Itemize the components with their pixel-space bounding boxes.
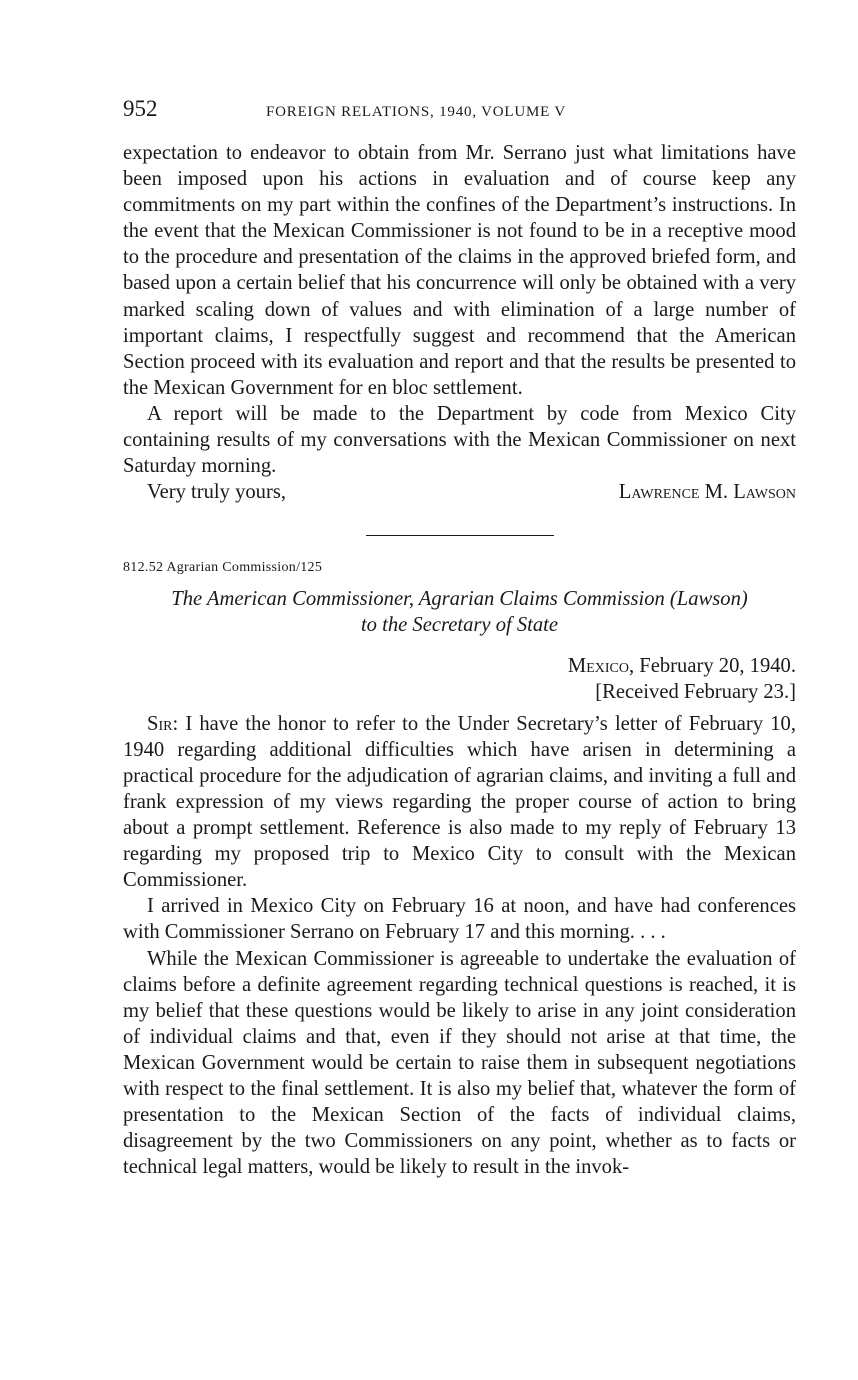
date-line <box>123 653 796 679</box>
letter-closing <box>123 479 796 505</box>
continuation-paragraph: expectation to endeavor to obtain from Mr. Serrano just what limitations have been imposed upon his actions in evaluation and of course keep any commitments on my part within the confines of the Department’s instructions. In the event that the Mexican Commissioner is not found to be in a receptive mood to the procedure and presentation of the claims in the approved briefed form, and based upon a certain belief that his concurrence will only be obtained with a very marked scaling down of values and with elimination of a large number of important claims, I respectfully suggest and recommend that the American Section proceed with its evaluation and report and that the results be presented to the Mexican Government for en bloc settlement. <box>123 142 796 399</box>
document-title-line-2: to the Secretary of State <box>360 614 559 637</box>
body-paragraph-1-text: I have the honor to refer to the Under Secretary’s letter of February 10, 1940 regarding additional difficulties which have arisen in determining a practical procedure for the adjudication of agrarian claims, and inviting a full and frank expression of my views regarding the proper course of action to bring about a prompt settlement. Reference is also made to my reply of February 13 regarding my proposed trip to Mexico City to consult with the Mexican Commissioner. <box>123 712 796 892</box>
page-number: 952 <box>123 96 158 121</box>
running-header <box>123 96 796 126</box>
report-paragraph: A report will be made to the Department by code from Mexico City containing results of my conversations with the Mexican Commissioner on next Saturday morning. <box>123 402 796 478</box>
salutation-punctuation: : <box>172 712 186 735</box>
document-title <box>123 586 796 638</box>
body-paragraph-1 <box>123 711 796 894</box>
body-paragraph-3: While the Mexican Commissioner is agreeable to undertake the evaluation of claims before a definite agreement regarding technical questions is reached, it is my belief that these questions would be likely to arise in any joint consideration of individual claims and that, even if they should not arise at that time, the Mexican Government would be certain to raise them in subsequent negotiations with respect to the final settlement. It is also my belief that, whatever the form of presentation to the Mexican Section of the facts of individual claims, disagreement by the two Commissioners on any point, whether as to facts or technical legal matters, would be likely to result in the invok- <box>123 947 796 1179</box>
running-header-title: FOREIGN RELATIONS, 1940, VOLUME V <box>266 104 567 120</box>
document-page <box>123 96 796 1180</box>
body-paragraph-2: I arrived in Mexico City on February 16 at noon, and have had conferences with Commissioner Serrano on February 17 and this morning. . . . <box>123 895 796 944</box>
document-title-line-1: The American Commissioner, Agrarian Claims Commission (Lawson) <box>171 588 748 611</box>
file-reference: 812.52 Agrarian Commission/125 <box>123 560 323 576</box>
closing-phrase: Very truly yours, <box>147 481 286 504</box>
dateline <box>123 653 796 705</box>
section-divider <box>366 535 554 536</box>
signature: Lawrence M. Lawson <box>618 481 796 504</box>
place-name: Mexico <box>567 654 629 677</box>
salutation: Sir <box>147 712 173 735</box>
letter-date: , February 20, 1940. <box>628 654 796 677</box>
received-date: [Received February 23.] <box>595 680 796 703</box>
